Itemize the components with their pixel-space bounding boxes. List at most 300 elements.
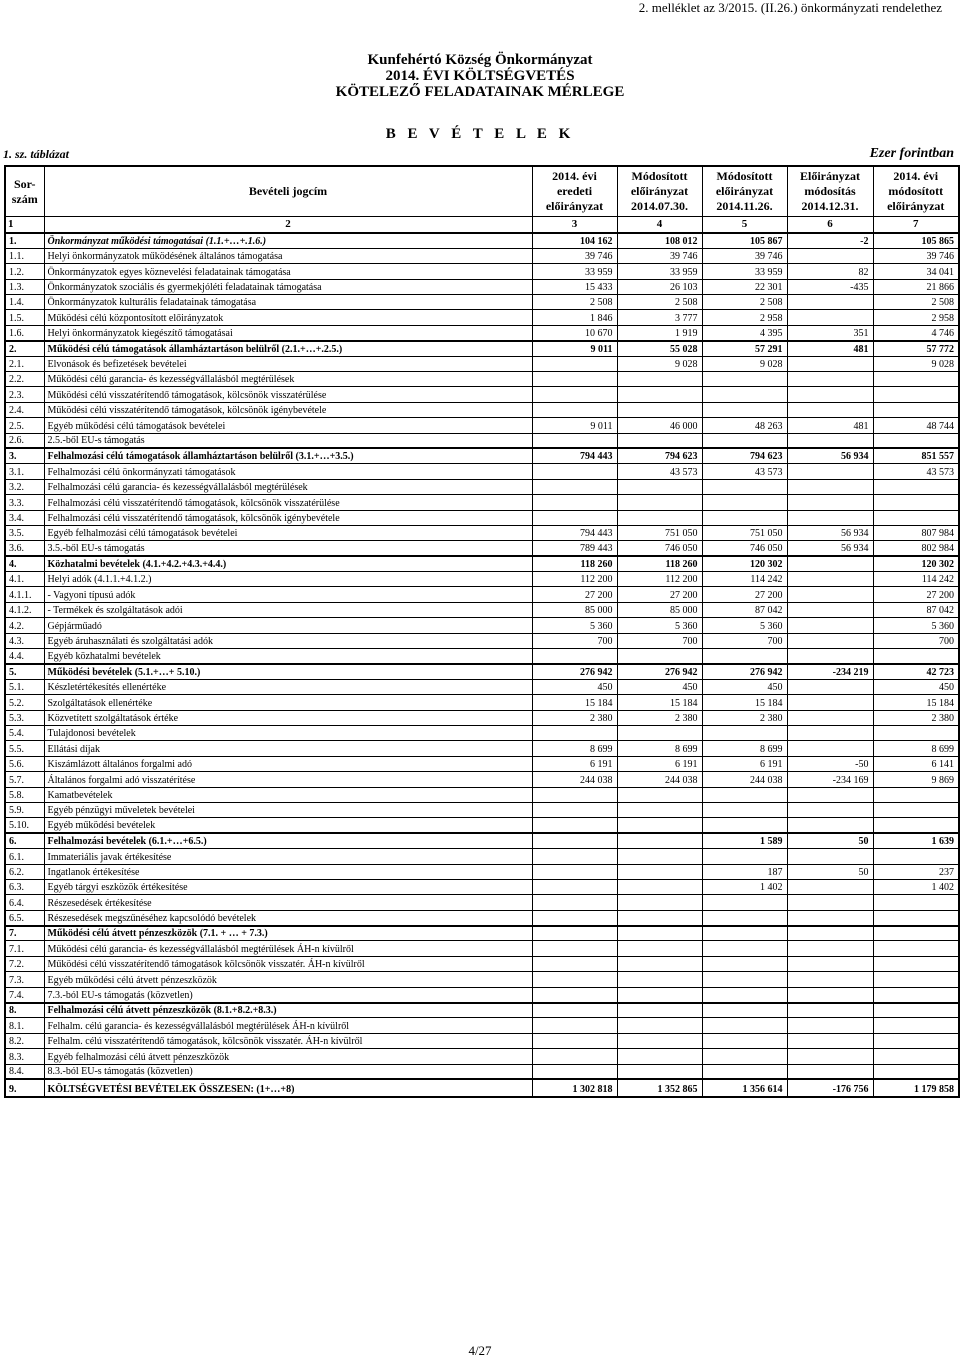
row-value-col6: -2 — [787, 233, 873, 248]
row-number: 5.10. — [5, 818, 44, 833]
row-value-col3: 39 746 — [532, 248, 617, 263]
row-value-col3: 794 443 — [532, 448, 617, 463]
row-value-col3: 112 200 — [532, 572, 617, 587]
colnum-5: 5 — [702, 217, 787, 234]
row-value-col4 — [617, 1033, 702, 1048]
row-value-col6 — [787, 495, 873, 510]
row-value-col5: 22 301 — [702, 279, 787, 294]
row-value-col5: 794 623 — [702, 448, 787, 463]
row-value-col4 — [617, 972, 702, 987]
row-label: Immateriális javak értékesítése — [44, 849, 532, 864]
row-label: Helyi adók (4.1.1.+4.1.2.) — [44, 572, 532, 587]
row-value-col7: 87 042 — [873, 602, 959, 617]
table-row — [5, 433, 959, 448]
row-value-col3 — [532, 972, 617, 987]
row-label: Részesedések értékesítése — [44, 895, 532, 910]
row-value-col7 — [873, 1049, 959, 1064]
row-label: 2.5.-ből EU-s támogatás — [44, 433, 532, 448]
row-value-col5 — [702, 926, 787, 941]
row-value-col4 — [617, 987, 702, 1002]
row-value-col4: 450 — [617, 679, 702, 694]
row-label: Egyéb felhalmozási célú átvett pénzeszközök — [44, 1049, 532, 1064]
row-number: 4.1. — [5, 572, 44, 587]
colnum-2: 2 — [44, 217, 532, 234]
row-value-col4 — [617, 833, 702, 848]
row-value-col3 — [532, 433, 617, 448]
row-value-col3 — [532, 1049, 617, 1064]
row-value-col7: 120 302 — [873, 556, 959, 571]
row-label: Működési célú garancia- és kezességvállalásból megtérülések — [44, 372, 532, 387]
row-value-col3 — [532, 910, 617, 925]
row-number: 3.1. — [5, 464, 44, 479]
row-value-col3 — [532, 987, 617, 1002]
row-value-col5 — [702, 726, 787, 741]
row-number: 2.5. — [5, 418, 44, 433]
row-value-col5 — [702, 495, 787, 510]
row-label: Felhalmozási célú visszatérítendő támogatások, kölcsönök igénybevétele — [44, 510, 532, 525]
row-number: 5.9. — [5, 802, 44, 817]
row-number: 5.8. — [5, 787, 44, 802]
row-number: 4.1.1. — [5, 587, 44, 602]
row-value-col5 — [702, 510, 787, 525]
row-value-col3: 85 000 — [532, 602, 617, 617]
row-value-col4 — [617, 895, 702, 910]
row-value-col6 — [787, 987, 873, 1002]
row-value-col5: 2 380 — [702, 710, 787, 725]
row-label: Önkormányzatok kulturális feladatainak támogatása — [44, 295, 532, 310]
row-value-col7: 1 179 858 — [873, 1079, 959, 1097]
row-value-col6: 481 — [787, 341, 873, 356]
row-value-col4: 118 260 — [617, 556, 702, 571]
row-label: Részesedések megszűnéséhez kapcsolódó bevételek — [44, 910, 532, 925]
row-value-col7 — [873, 972, 959, 987]
row-value-col4: 746 050 — [617, 541, 702, 556]
row-value-col7 — [873, 1018, 959, 1033]
row-value-col6 — [787, 895, 873, 910]
row-value-col3: 789 443 — [532, 541, 617, 556]
row-value-col5: 6 191 — [702, 756, 787, 771]
row-label: Felhalmozási bevételek (6.1.+…+6.5.) — [44, 833, 532, 848]
header-mod-0730-line3: 2014.07.30. — [631, 199, 688, 213]
row-value-col5: 746 050 — [702, 541, 787, 556]
row-value-col5 — [702, 402, 787, 417]
row-value-col6 — [787, 726, 873, 741]
unit-label: Ezer forintban — [869, 146, 954, 161]
row-value-col7 — [873, 1064, 959, 1079]
row-value-col6 — [787, 741, 873, 756]
table-row — [5, 495, 959, 510]
row-value-col6 — [787, 926, 873, 941]
row-value-col6 — [787, 510, 873, 525]
row-value-col6: 50 — [787, 864, 873, 879]
table-row — [5, 818, 959, 833]
table-row — [5, 741, 959, 756]
header-change-1231 — [787, 166, 873, 217]
row-number: 2. — [5, 341, 44, 356]
row-value-col4: 794 623 — [617, 448, 702, 463]
row-value-col7: 9 028 — [873, 356, 959, 371]
row-label: Egyéb áruhasználati és szolgáltatási adók — [44, 633, 532, 648]
row-value-col3: 450 — [532, 679, 617, 694]
row-number: 5.5. — [5, 741, 44, 756]
header-jogcim: Bevételi jogcím — [44, 166, 532, 217]
table-row — [5, 541, 959, 556]
row-value-col4 — [617, 1049, 702, 1064]
row-value-col7: 4 746 — [873, 325, 959, 340]
row-value-col4 — [617, 787, 702, 802]
row-value-col6 — [787, 1049, 873, 1064]
row-number: 1.4. — [5, 295, 44, 310]
row-number: 6.1. — [5, 849, 44, 864]
row-label: Tulajdonosi bevételek — [44, 726, 532, 741]
row-value-col5 — [702, 372, 787, 387]
header-mod-1126 — [702, 166, 787, 217]
row-value-col7: 851 557 — [873, 448, 959, 463]
row-value-col3: 2 508 — [532, 295, 617, 310]
row-value-col6 — [787, 1033, 873, 1048]
row-value-col5: 276 942 — [702, 664, 787, 679]
row-value-col6 — [787, 1064, 873, 1079]
row-value-col4: 6 191 — [617, 756, 702, 771]
row-number: 8.2. — [5, 1033, 44, 1048]
row-value-col6: -435 — [787, 279, 873, 294]
table-row — [5, 972, 959, 987]
table-row — [5, 248, 959, 263]
row-value-col3: 1 302 818 — [532, 1079, 617, 1097]
row-value-col4: 108 012 — [617, 233, 702, 248]
row-value-col7: 9 869 — [873, 772, 959, 787]
row-value-col3 — [532, 1018, 617, 1033]
table-row — [5, 849, 959, 864]
table-header-row — [5, 166, 959, 217]
row-value-col5: 120 302 — [702, 556, 787, 571]
row-value-col5: 4 395 — [702, 325, 787, 340]
row-value-col3: 15 433 — [532, 279, 617, 294]
row-value-col5 — [702, 849, 787, 864]
row-value-col5: 1 402 — [702, 879, 787, 894]
row-number: 5.1. — [5, 679, 44, 694]
row-value-col7 — [873, 510, 959, 525]
row-value-col3 — [532, 1003, 617, 1018]
row-value-col3: 104 162 — [532, 233, 617, 248]
row-value-col6 — [787, 1003, 873, 1018]
header-mod-0730-line2: előirányzat — [630, 184, 689, 198]
table-row — [5, 910, 959, 925]
row-label: Közhatalmi bevételek (4.1.+4.2.+4.3.+4.4.) — [44, 556, 532, 571]
row-label: Felhalmozási célú átvett pénzeszközök (8.1.+8.2.+8.3.) — [44, 1003, 532, 1018]
table-row — [5, 1033, 959, 1048]
row-value-col4: 244 038 — [617, 772, 702, 787]
row-value-col7: 2 508 — [873, 295, 959, 310]
row-value-col3 — [532, 833, 617, 848]
row-number: 5.2. — [5, 695, 44, 710]
row-value-col4: 1 352 865 — [617, 1079, 702, 1097]
row-value-col6: 82 — [787, 264, 873, 279]
row-value-col5: 700 — [702, 633, 787, 648]
row-value-col3: 1 846 — [532, 310, 617, 325]
row-value-col6 — [787, 372, 873, 387]
row-value-col5 — [702, 1018, 787, 1033]
row-value-col3: 5 360 — [532, 618, 617, 633]
table-row — [5, 987, 959, 1002]
row-value-col4 — [617, 433, 702, 448]
row-value-col7: 15 184 — [873, 695, 959, 710]
row-value-col6 — [787, 433, 873, 448]
row-value-col3: 9 011 — [532, 418, 617, 433]
row-value-col6 — [787, 556, 873, 571]
row-value-col7 — [873, 787, 959, 802]
row-label: Egyéb pénzügyi műveletek bevételei — [44, 802, 532, 817]
table-row — [5, 864, 959, 879]
row-value-col6: 56 934 — [787, 448, 873, 463]
row-value-col7 — [873, 1003, 959, 1018]
row-value-col4: 33 959 — [617, 264, 702, 279]
row-value-col5: 1 356 614 — [702, 1079, 787, 1097]
row-number: 4.1.2. — [5, 602, 44, 617]
row-value-col4: 5 360 — [617, 618, 702, 633]
row-value-col3: 700 — [532, 633, 617, 648]
row-number: 4. — [5, 556, 44, 571]
row-value-col6: 481 — [787, 418, 873, 433]
row-value-col4 — [617, 402, 702, 417]
budget-title: 2014. ÉVI KÖLTSÉGVETÉS — [385, 68, 575, 84]
header-original-line3: előirányzat — [545, 199, 604, 213]
row-value-col5 — [702, 787, 787, 802]
row-value-col5: 57 291 — [702, 341, 787, 356]
row-value-col7 — [873, 495, 959, 510]
row-value-col7 — [873, 387, 959, 402]
row-label: Működési célú garancia- és kezességvállalásból megtérülések ÁH-n kívülről — [44, 941, 532, 956]
row-number: 2.3. — [5, 387, 44, 402]
row-value-col5: 5 360 — [702, 618, 787, 633]
row-value-col5 — [702, 433, 787, 448]
header-change-line1: Előirányzat — [800, 169, 860, 183]
row-value-col6 — [787, 618, 873, 633]
row-value-col5: 33 959 — [702, 264, 787, 279]
row-value-col5 — [702, 1003, 787, 1018]
header-mod-1126-line2: előirányzat — [715, 184, 774, 198]
row-label: Felhalm. célú garancia- és kezességvállalásból megtérülések ÁH-n kívülről — [44, 1018, 532, 1033]
row-value-col7 — [873, 895, 959, 910]
row-label: Működési célú visszatérítendő támogatások kölcsönök visszatér. ÁH-n kívülről — [44, 956, 532, 971]
row-value-col5: 43 573 — [702, 464, 787, 479]
row-value-col6 — [787, 356, 873, 371]
row-label: 8.3.-ból EU-s támogatás (közvetlen) — [44, 1064, 532, 1079]
row-value-col7: 237 — [873, 864, 959, 879]
row-label: Egyéb felhalmozási célú támogatások bevételei — [44, 525, 532, 540]
row-number: 8. — [5, 1003, 44, 1018]
header-original-line2: eredeti — [556, 184, 593, 198]
table-row — [5, 1064, 959, 1079]
row-number: 1.6. — [5, 325, 44, 340]
row-value-col4 — [617, 479, 702, 494]
row-number: 7.4. — [5, 987, 44, 1002]
row-value-col3 — [532, 941, 617, 956]
row-label: Gépjárműadó — [44, 618, 532, 633]
table-row — [5, 587, 959, 602]
row-value-col6 — [787, 587, 873, 602]
row-number: 3.3. — [5, 495, 44, 510]
row-value-col4: 39 746 — [617, 248, 702, 263]
row-label: Szolgáltatások ellenértéke — [44, 695, 532, 710]
document-titles — [0, 52, 960, 100]
row-value-col6: 50 — [787, 833, 873, 848]
table-row — [5, 418, 959, 433]
row-value-col6 — [787, 479, 873, 494]
municipality-title: Kunfehértó Község Önkormányzat — [367, 52, 593, 68]
table-row — [5, 510, 959, 525]
colnum-4: 4 — [617, 217, 702, 234]
row-value-col3 — [532, 802, 617, 817]
row-value-col7: 807 984 — [873, 525, 959, 540]
row-label: KÖLTSÉGVETÉSI BEVÉTELEK ÖSSZESEN: (1+…+8) — [44, 1079, 532, 1097]
revenue-table — [4, 165, 960, 1098]
row-label: Felhalmozási célú önkormányzati támogatások — [44, 464, 532, 479]
row-value-col4: 700 — [617, 633, 702, 648]
row-label: Ellátási díjak — [44, 741, 532, 756]
row-value-col7: 39 746 — [873, 248, 959, 263]
table-row — [5, 1079, 959, 1097]
row-value-col7 — [873, 910, 959, 925]
table-reference: 1. sz. táblázat — [3, 147, 70, 161]
row-value-col5: 39 746 — [702, 248, 787, 263]
table-row — [5, 402, 959, 417]
header-original-line1: 2014. évi — [552, 169, 597, 183]
table-row — [5, 279, 959, 294]
row-value-col3 — [532, 510, 617, 525]
row-value-col3 — [532, 849, 617, 864]
row-number: 5.3. — [5, 710, 44, 725]
row-number: 4.2. — [5, 618, 44, 633]
row-value-col7 — [873, 818, 959, 833]
table-row — [5, 633, 959, 648]
row-number: 8.1. — [5, 1018, 44, 1033]
row-label: Felhalmozási célú garancia- és kezességvállalásból megtérülések — [44, 479, 532, 494]
row-value-col6 — [787, 387, 873, 402]
row-label: Működési célú visszatérítendő támogatások, kölcsönök visszatérülése — [44, 387, 532, 402]
header-original — [532, 166, 617, 217]
row-number: 7.2. — [5, 956, 44, 971]
row-value-col7 — [873, 941, 959, 956]
row-value-col3 — [532, 387, 617, 402]
header-mod-1126-line1: Módosított — [716, 169, 773, 183]
row-value-col3: 6 191 — [532, 756, 617, 771]
table-row — [5, 679, 959, 694]
row-value-col4 — [617, 1003, 702, 1018]
colnum-3: 3 — [532, 217, 617, 234]
header-change-line2: módosítás — [804, 184, 856, 198]
row-value-col6: 56 934 — [787, 541, 873, 556]
row-value-col5: 87 042 — [702, 602, 787, 617]
row-value-col5: 244 038 — [702, 772, 787, 787]
row-value-col5 — [702, 1064, 787, 1079]
row-value-col5 — [702, 649, 787, 664]
row-label: Működési célú visszatérítendő támogatások, kölcsönök igénybevétele — [44, 402, 532, 417]
row-value-col5 — [702, 1049, 787, 1064]
row-value-col5: 105 867 — [702, 233, 787, 248]
row-value-col4: 8 699 — [617, 741, 702, 756]
row-number: 6.4. — [5, 895, 44, 910]
row-value-col3 — [532, 356, 617, 371]
table-row — [5, 664, 959, 679]
row-value-col3: 276 942 — [532, 664, 617, 679]
row-value-col4 — [617, 849, 702, 864]
row-number: 3.6. — [5, 541, 44, 556]
row-value-col6 — [787, 879, 873, 894]
column-number-row — [5, 217, 959, 234]
row-value-col3: 794 443 — [532, 525, 617, 540]
row-number: 5.6. — [5, 756, 44, 771]
row-value-col6 — [787, 602, 873, 617]
row-value-col5: 15 184 — [702, 695, 787, 710]
row-value-col4: 43 573 — [617, 464, 702, 479]
row-value-col5 — [702, 972, 787, 987]
table-row — [5, 602, 959, 617]
table-row — [5, 464, 959, 479]
table-row — [5, 556, 959, 571]
row-value-col6 — [787, 802, 873, 817]
row-value-col6 — [787, 941, 873, 956]
table-row — [5, 341, 959, 356]
row-label: Felhalmozási célú támogatások államháztartáson belülről (3.1.+…+3.5.) — [44, 448, 532, 463]
row-number: 3.5. — [5, 525, 44, 540]
row-value-col3: 8 699 — [532, 741, 617, 756]
row-value-col5: 751 050 — [702, 525, 787, 540]
row-label: Önkormányzatok szociális és gyermekjóléti feladatainak támogatása — [44, 279, 532, 294]
row-value-col7: 34 041 — [873, 264, 959, 279]
row-number: 1.2. — [5, 264, 44, 279]
table-row — [5, 926, 959, 941]
row-label: Egyéb közhatalmi bevételek — [44, 649, 532, 664]
row-value-col5 — [702, 956, 787, 971]
row-value-col7 — [873, 726, 959, 741]
row-value-col7 — [873, 926, 959, 941]
row-value-col7: 5 360 — [873, 618, 959, 633]
row-value-col4: 55 028 — [617, 341, 702, 356]
row-value-col6: 351 — [787, 325, 873, 340]
row-value-col4 — [617, 802, 702, 817]
table-row — [5, 802, 959, 817]
row-value-col4 — [617, 1018, 702, 1033]
row-value-col6 — [787, 402, 873, 417]
row-number: 1. — [5, 233, 44, 248]
row-value-col7: 21 866 — [873, 279, 959, 294]
row-value-col3: 118 260 — [532, 556, 617, 571]
row-value-col4 — [617, 372, 702, 387]
row-value-col4: 1 919 — [617, 325, 702, 340]
row-value-col3: 10 670 — [532, 325, 617, 340]
table-row — [5, 1049, 959, 1064]
row-value-col3 — [532, 479, 617, 494]
row-number: 3.4. — [5, 510, 44, 525]
table-row — [5, 448, 959, 463]
row-number: 5. — [5, 664, 44, 679]
table-row — [5, 772, 959, 787]
row-value-col3 — [532, 818, 617, 833]
row-number: 8.3. — [5, 1049, 44, 1064]
header-sorszam-line1: Sor- — [13, 176, 36, 191]
row-label: Felhalmozási célú visszatérítendő támogatások, kölcsönök visszatérülése — [44, 495, 532, 510]
row-value-col6 — [787, 787, 873, 802]
row-number: 6. — [5, 833, 44, 848]
row-number: 2.2. — [5, 372, 44, 387]
row-value-col4: 15 184 — [617, 695, 702, 710]
table-row — [5, 233, 959, 248]
row-value-col5: 114 242 — [702, 572, 787, 587]
row-value-col4: 27 200 — [617, 587, 702, 602]
row-value-col3: 244 038 — [532, 772, 617, 787]
row-value-col7: 43 573 — [873, 464, 959, 479]
